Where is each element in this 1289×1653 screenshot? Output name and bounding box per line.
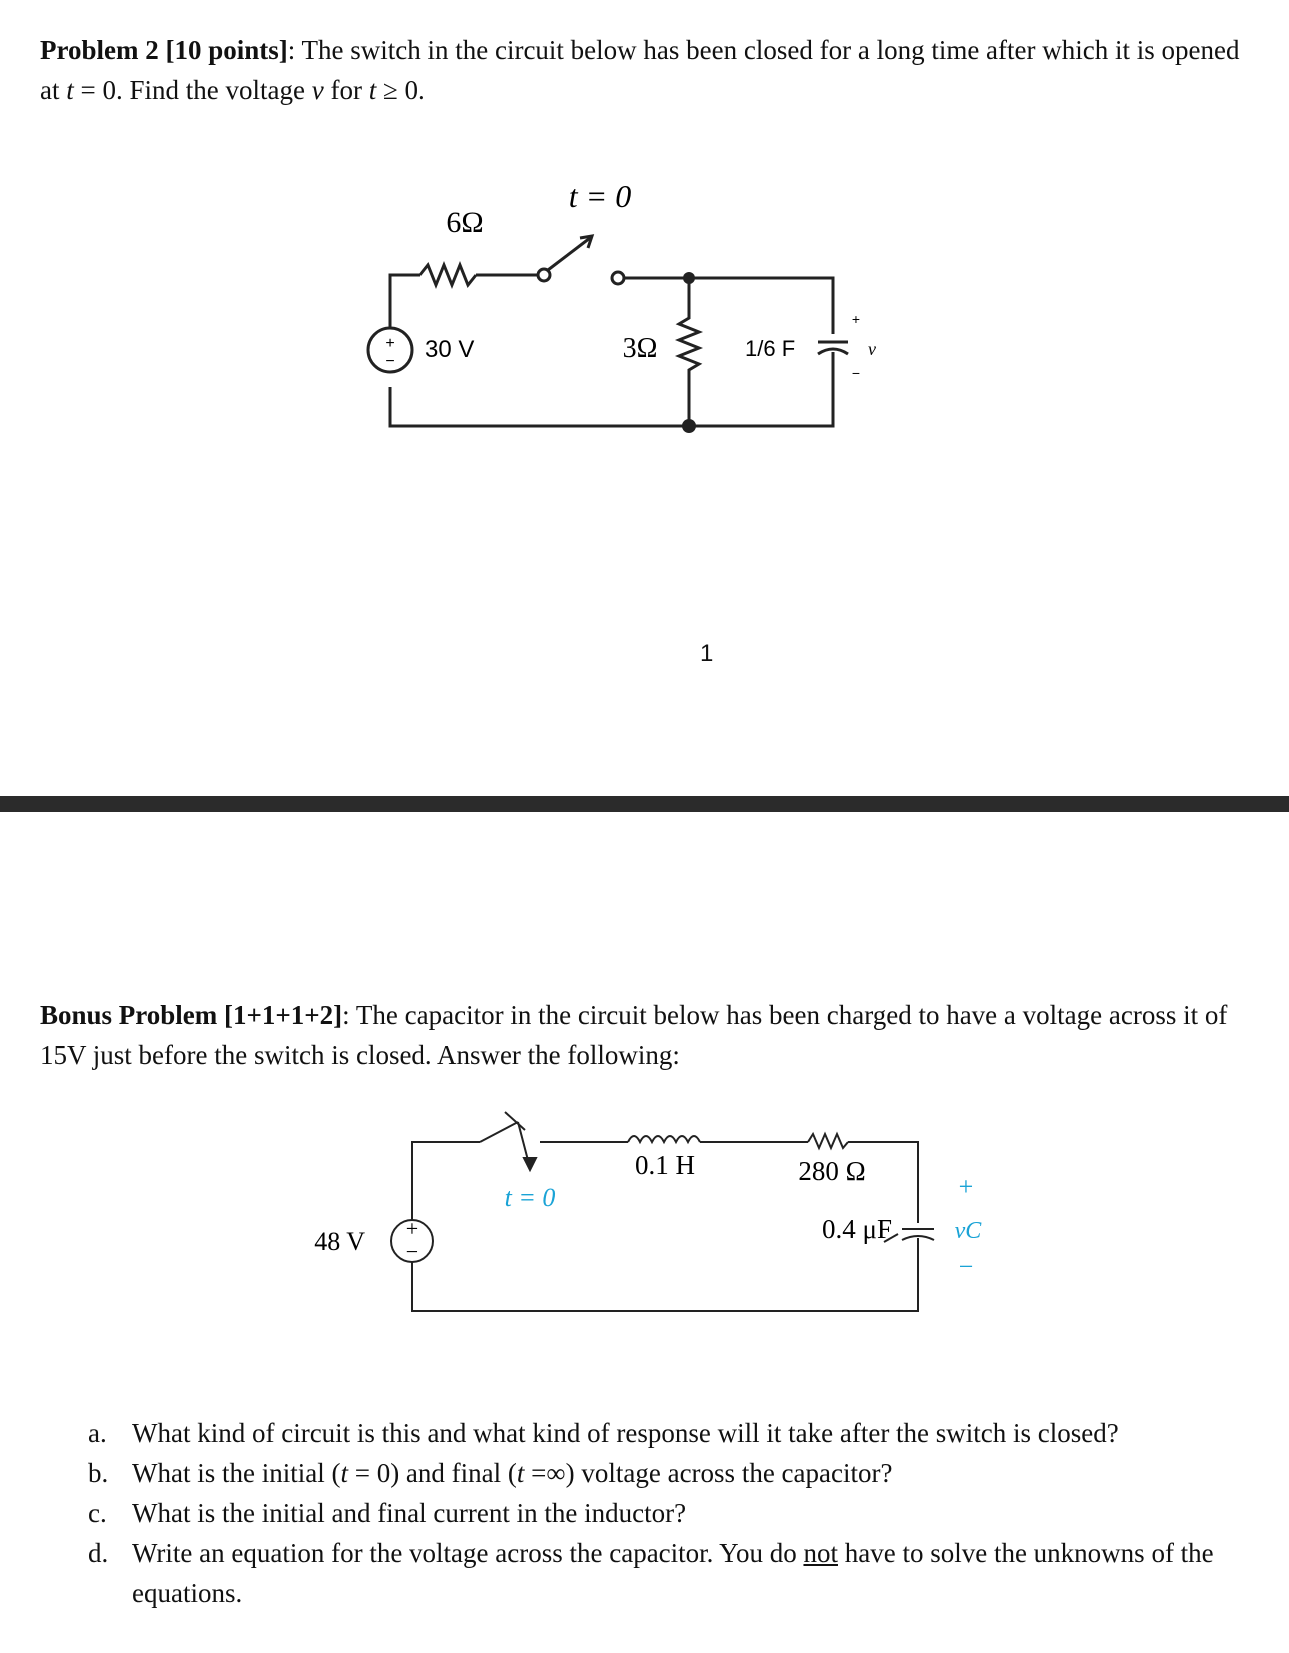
problem-2-text-d: ≥ 0. xyxy=(376,75,425,105)
c2-source-label: 48 V xyxy=(314,1227,365,1256)
problem-2-text: : The switch in the circuit below has been closed for a long time after which it is opened at xyxy=(40,35,1240,105)
question-d xyxy=(88,1533,1278,1613)
v-plus: + xyxy=(851,311,861,327)
question-text-c: =∞) voltage across the capacitor? xyxy=(524,1458,893,1488)
switch-time-label: t = 0 xyxy=(568,178,632,214)
wire-c2-left xyxy=(412,1142,480,1220)
resistor-280-label: 280 Ω xyxy=(798,1156,866,1186)
v-minus: − xyxy=(851,365,861,381)
c2-source-minus: − xyxy=(405,1239,419,1264)
question-c xyxy=(88,1493,1278,1533)
resistor-3-label: 3Ω xyxy=(622,333,658,364)
question-label: d. xyxy=(88,1538,109,1568)
source-plus: + xyxy=(385,335,395,352)
bonus-text: : The capacitor in the circuit below has been charged to have a voltage across it of 15V just before the switch is closed. Answer the following: xyxy=(40,1000,1228,1070)
capacitor-label: 1/6 F xyxy=(745,336,796,361)
question-label: a. xyxy=(88,1418,107,1448)
question-b xyxy=(88,1453,1278,1493)
resistor-280-ohm xyxy=(808,1134,848,1148)
bonus-heading: Bonus Problem [1+1+1+2] xyxy=(40,1000,343,1030)
resistor-6-label: 6Ω xyxy=(446,206,484,239)
question-text-b: = 0) and final ( xyxy=(347,1458,517,1488)
vc-plus: + xyxy=(958,1172,974,1201)
c2-switch-time: t = 0 xyxy=(504,1183,556,1212)
v-variable: v xyxy=(311,75,324,105)
question-text: Write an equation for the voltage across the capacitor. You do xyxy=(132,1538,804,1568)
t-variable: t xyxy=(516,1458,525,1488)
question-text: What is the initial and final current in the inductor? xyxy=(132,1498,687,1528)
t-variable-2: t xyxy=(368,75,377,105)
switch-c2-arrow-icon xyxy=(524,1158,536,1170)
underlined-not: not xyxy=(803,1538,838,1568)
inductor-0-1h xyxy=(628,1136,700,1142)
question-a xyxy=(88,1413,1278,1453)
source-label: 30 V xyxy=(425,336,475,363)
inductor-label: 0.1 H xyxy=(635,1150,695,1180)
source-minus: − xyxy=(385,353,395,370)
page-number: 1 xyxy=(700,640,714,667)
problem-2-text-b: = 0. Find the voltage xyxy=(73,75,312,105)
problem-2-text-c: for xyxy=(323,75,369,105)
t-variable: t xyxy=(340,1458,348,1488)
t-variable: t xyxy=(66,75,74,105)
question-label: c. xyxy=(88,1498,107,1528)
problem-2-heading: Problem 2 [10 points] xyxy=(40,35,288,65)
question-list xyxy=(88,1413,1278,1613)
v-label: v xyxy=(868,339,876,359)
question-label: b. xyxy=(88,1458,109,1488)
question-text: What kind of circuit is this and what kind of response will it take after the switch is closed? xyxy=(132,1418,1119,1448)
switch-c2-blade xyxy=(480,1122,518,1142)
capacitor-c2-label: 0.4 μF xyxy=(822,1214,892,1244)
c2-source-plus: + xyxy=(405,1216,419,1241)
question-text: What is the initial ( xyxy=(132,1458,341,1488)
vc-minus: − xyxy=(958,1252,974,1281)
vc-label: vC xyxy=(954,1218,982,1244)
question-text-b: have to solve the unknowns of the equations. xyxy=(132,1538,1214,1608)
